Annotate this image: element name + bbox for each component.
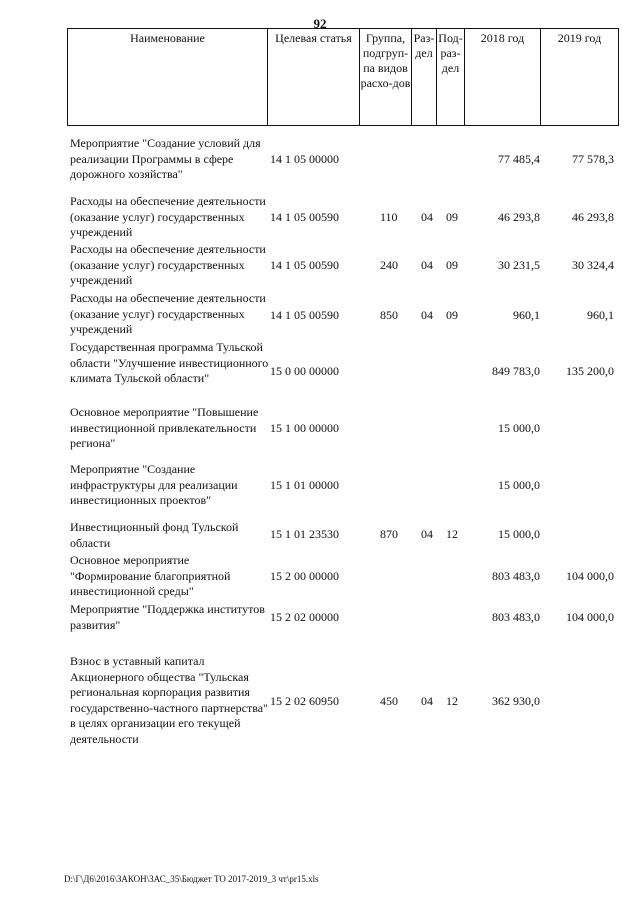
footer-file-path: D:\Г\Д6\2016\ЗАКОН\ЗАС_35\Бюджет ТО 2017-2019_3 чт\pr15.xls	[64, 874, 319, 884]
row-amount-2019: 104 000,0	[566, 569, 614, 583]
row-name: Расходы на обеспечение деятельности (оказание услуг) государственных учреждений	[70, 194, 266, 239]
row-podrazdel: 09	[446, 308, 458, 322]
row-target-article: 14 1 05 00590	[270, 308, 339, 322]
row-target-article: 14 1 05 00590	[270, 210, 339, 224]
header-year-2018: 2018 год	[465, 29, 541, 125]
row-name: Мероприятие "Создание условий для реализации Программы в сфере дорожного хозяйства"	[70, 136, 261, 181]
row-razdel: 04	[421, 694, 433, 708]
table-header	[67, 28, 619, 126]
row-name: Мероприятие "Поддержка институтов развития"	[70, 602, 265, 632]
row-name: Инвестиционный фонд Тульской области	[70, 520, 239, 550]
row-amount-2019: 46 293,8	[572, 210, 614, 224]
row-amount-2019: 30 324,4	[572, 258, 614, 272]
row-amount-2018: 849 783,0	[492, 364, 540, 378]
row-name: Государственная программа Тульской области "Улучшение инвестиционного климата Тульской области"	[70, 340, 269, 385]
row-target-article: 15 2 02 00000	[270, 610, 339, 624]
row-amount-2018: 15 000,0	[498, 527, 540, 541]
row-amount-2019: 77 578,3	[572, 152, 614, 166]
header-year-2019: 2019 год	[557, 31, 602, 45]
row-name: Взнос в уставный капитал Акционерного общества "Тульская региональная корпорация развития государственно-частного партнерства" в целях организации его текущей деятельности	[70, 654, 268, 746]
row-amount-2018: 46 293,8	[498, 210, 540, 224]
row-razdel: 04	[421, 258, 433, 272]
header-group: Группа, подгруп-па видов расхо-дов	[360, 29, 412, 125]
header-podrazdel: Под-раз-дел	[437, 29, 465, 125]
row-name: Мероприятие "Создание инфраструктуры для реализации инвестиционных проектов"	[70, 462, 238, 507]
row-amount-2018: 15 000,0	[498, 421, 540, 435]
row-target-article: 15 2 00 00000	[270, 569, 339, 583]
row-group: 110	[380, 210, 398, 224]
row-name: Основное мероприятие "Повышение инвестиционной привлекательности региона"	[70, 405, 259, 450]
row-amount-2018: 77 485,4	[498, 152, 540, 166]
row-target-article: 15 1 00 00000	[270, 421, 339, 435]
row-group: 850	[380, 308, 398, 322]
row-group: 450	[380, 694, 398, 708]
row-amount-2019: 104 000,0	[566, 610, 614, 624]
row-amount-2019: 135 200,0	[566, 364, 614, 378]
row-amount-2018: 15 000,0	[498, 478, 540, 492]
row-podrazdel: 12	[446, 694, 458, 708]
row-name: Расходы на обеспечение деятельности (оказание услуг) государственных учреждений	[70, 291, 266, 336]
row-group: 870	[380, 527, 398, 541]
row-target-article: 15 1 01 00000	[270, 478, 339, 492]
header-razdel: Раз-дел	[412, 29, 437, 125]
row-amount-2018: 362 930,0	[492, 694, 540, 708]
header-target-article: Целевая статья	[268, 29, 360, 125]
row-amount-2018: 803 483,0	[492, 610, 540, 624]
row-razdel: 04	[421, 210, 433, 224]
row-amount-2018: 30 231,5	[498, 258, 540, 272]
row-podrazdel: 09	[446, 258, 458, 272]
row-razdel: 04	[421, 527, 433, 541]
page-number: 92	[313, 16, 327, 31]
row-target-article: 15 2 02 60950	[270, 694, 339, 708]
row-razdel: 04	[421, 308, 433, 322]
row-target-article: 15 0 00 00000	[270, 364, 339, 378]
row-podrazdel: 09	[446, 210, 458, 224]
row-target-article: 14 1 05 00000	[270, 152, 339, 166]
header-name: Наименование	[68, 29, 268, 125]
row-target-article: 14 1 05 00590	[270, 258, 339, 272]
row-amount-2018: 960,1	[513, 308, 540, 322]
row-name: Расходы на обеспечение деятельности (оказание услуг) государственных учреждений	[70, 242, 266, 287]
row-amount-2019: 960,1	[587, 308, 614, 322]
row-group: 240	[380, 258, 398, 272]
row-target-article: 15 1 01 23530	[270, 527, 339, 541]
row-amount-2018: 803 483,0	[492, 569, 540, 583]
row-name: Основное мероприятие "Формирование благоприятной инвестиционной среды"	[70, 553, 231, 598]
row-podrazdel: 12	[446, 527, 458, 541]
